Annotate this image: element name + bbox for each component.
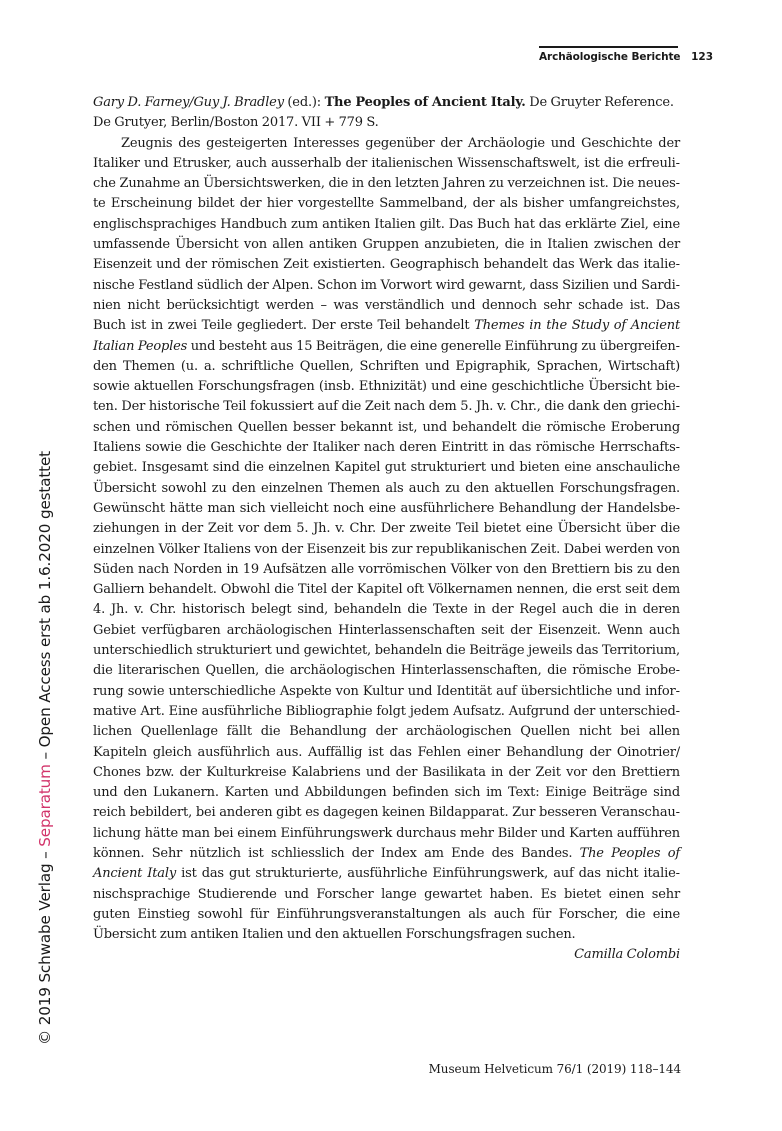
reviewer-signature: Camilla Colombi: [574, 947, 680, 963]
review-body-paragraph: [93, 134, 680, 946]
page-number: 123: [691, 51, 713, 63]
book-review: [93, 93, 680, 966]
bibliographic-citation: [93, 93, 680, 134]
section-title: Archäologische Berichte: [539, 51, 681, 63]
citation-authors: Gary D. Farney/Guy J. Bradley: [93, 95, 284, 110]
body-italic-title-2: The Peoples of Ancient Italy: [93, 845, 680, 882]
body-text-part-3: ist das gut strukturierte, ausführliche Einführungswerk, auf das nicht italienischsprachige Studierende und Forscher lange gewartet haben. Es bietet einen sehr guten Einstieg sowohl für Einführungsveranstaltungen als auch für Forscher, die eine Übersicht zum antiken Italien und den aktuellen Forschungsfragen suchen.: [93, 866, 680, 943]
copyright-suffix: – Open Access erst ab 1.6.2020 gestattet: [36, 451, 54, 765]
citation-series: De Gruyter Reference.: [525, 95, 674, 110]
body-text-part-1: Zeugnis des gesteigerten Interesses gegenüber der Archäologie und Geschichte der Italiker und Etrusker, auch ausserhalb der italienischen Wissenschaftswelt, ist die erfreuliche Zunahme an Übersichtswerken, die in den letzten Jahren zu verzeichnen ist. Die neueste Erscheinung bildet der hier vorgestellte Sammelband, der als bisher umfangreichstes, englischsprachiges Handbuch zum antiken Italien gilt. Das Buch hat das erklärte Ziel, eine umfassende Übersicht von allen antiken Gruppen anzubieten, die in Italien zwischen der Eisenzeit und der römischen Zeit existierten. Geographisch behandelt das Werk das italienische Festland südlich der Alpen. Schon im Vorwort wird gewarnt, dass Sizilien und Sardinien nicht berücksichtigt werden – was verständlich und dennoch sehr schade ist. Das Buch ist in zwei Teile gegliedert. Der erste Teil behandelt: [93, 135, 680, 334]
copyright-prefix: © 2019 Schwabe Verlag –: [36, 846, 54, 1045]
copyright-side-notice: [36, 451, 54, 1045]
citation-editor-note: (ed.):: [283, 95, 325, 110]
body-italic-title-1: Themes in the Study of Ancient Italian Peoples: [93, 318, 680, 354]
citation-publication: De Grutyer, Berlin/Boston 2017. VII + 779 S.: [93, 115, 379, 131]
journal-footer: Museum Helveticum 76/1 (2019) 118–144: [428, 1062, 681, 1076]
separatum-highlight: Separatum: [36, 764, 54, 847]
running-head: [539, 46, 713, 68]
body-text-part-2: und besteht aus 15 Beiträgen, die eine generelle Einführung zu übergreifenden Themen (u. a. schriftliche Quellen, Schriften und Epigraphik, Sprachen, Wirtschaft) sowie aktuellen Forschungsfragen (insb. Ethnizität) und eine geschichtliche Übersicht bieten. Der historische Teil fokussiert auf die Zeit nach dem 5. Jh. v. Chr., die dank den griechischen und römischen Quellen besser bekannt ist, und behandelt die römische Eroberung Italiens sowie die Geschichte der Italiker nach deren Eintritt in das römische Herrschaftsgebiet. Insgesamt sind die einzelnen Kapitel gut strukturiert und bieten eine anschauliche Übersicht sowohl zu den einzelnen Themen als auch zu den aktuellen Forschungsfragen. Gewünscht hätte man sich vielleicht noch eine ausführlichere Behandlung der Handelsbeziehungen in der Zeit vor dem 5. Jh. v. Chr. Der zweite Teil bietet eine Übersicht über die einzelnen Völker Italiens von der Eisenzeit bis zur republikanischen Zeit. Dabei werden von Süden nach Norden in 19 Aufsätzen alle vorrömischen Völker von den Brettiern bis zu den Galliern behandelt. Obwohl die Titel der Kapitel oft Völkernamen nennen, die erst seit dem 4. Jh. v. Chr. historisch belegt sind, behandeln die Texte in der Regel auch die in deren Gebiet verfügbaren archäologischen Hinterlassenschaften seit der Eisenzeit. Wenn auch unterschiedlich strukturiert und gewichtet, behandeln die Beiträge jeweils das Territorium, die literarischen Quellen, die archäologischen Hinterlassenschaften, die römische Eroberung sowie unterschiedliche Aspekte von Kultur und Identität auf übersichtliche und informative Art. Eine ausführliche Bibliographie folgt jedem Aufsatz. Aufgrund der unterschiedlichen Quellenlage fällt die Behandlung der archäologischen Quellen nicht bei allen Kapiteln gleich ausführlich aus. Auffällig ist das Fehlen einer Behandlung der Oinotrier/ Chones bzw. der Kulturkreise Kalabriens und der Basilikata in der Zeit vor den Brettiern und den Lukanern. Karten und Abbildungen befinden sich im Text: Einige Beiträge sind reich bebildert, bei anderen gibt es dagegen keinen Bildapparat. Zur besseren Veranschaulichung hätte man bei einem Einführungswerk durchaus mehr Bilder und Karten aufführen können. Sehr nützlich ist schliesslich der Index am Ende des Bandes.: [93, 338, 680, 861]
header-rule: [539, 46, 678, 48]
citation-title: The Peoples of Ancient Italy.: [324, 95, 526, 110]
